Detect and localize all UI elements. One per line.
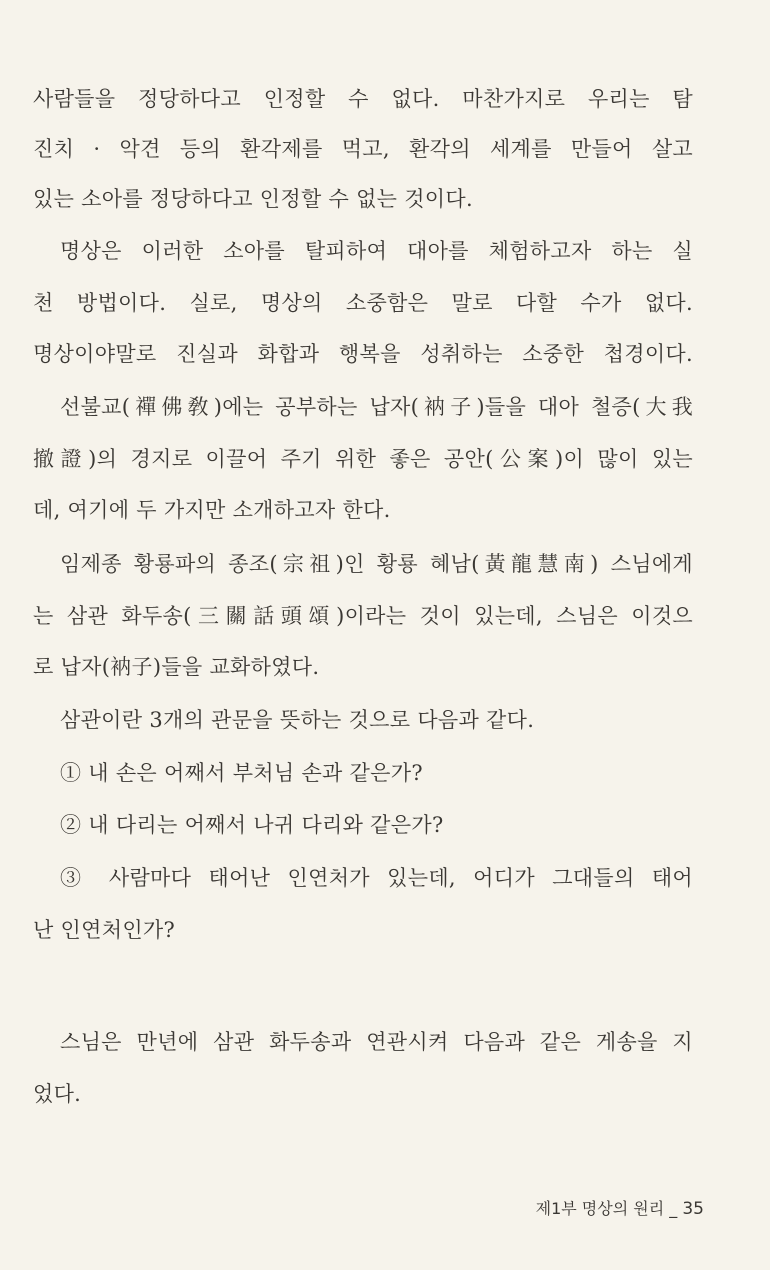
page-number: 35 xyxy=(682,1199,704,1219)
text-line: 명상이야말로 진실과 화합과 행복을 성취하는 소중한 첩경이다. xyxy=(33,342,693,366)
text-line: 撤證)의 경지로 이끌어 주기 위한 좋은 공안(公案)이 많이 있는 xyxy=(33,447,693,471)
text-line: 는 삼관 화두송(三關話頭頌)이라는 것이 있는데, 스님은 이것으 xyxy=(33,604,693,628)
page-footer xyxy=(536,1196,704,1219)
text-line: 사람들을 정당하다고 인정할 수 없다. 마찬가지로 우리는 탐 xyxy=(33,87,693,111)
text-line: 선불교(禪佛敎)에는 공부하는 납자(衲子)들을 대아 철증(大我 xyxy=(60,395,693,419)
list-item: ① 내 손은 어째서 부처님 손과 같은가? xyxy=(60,761,423,785)
text-line: 진치 · 악견 등의 환각제를 먹고, 환각의 세계를 만들어 살고 xyxy=(33,137,693,161)
text-line: 명상은 이러한 소아를 탈피하여 대아를 체험하고자 하는 실 xyxy=(60,239,693,263)
text-line: 있는 소아를 정당하다고 인정할 수 없는 것이다. xyxy=(33,187,473,211)
text-line: 삼관이란 3개의 관문을 뜻하는 것으로 다음과 같다. xyxy=(60,708,535,732)
text-line: 스님은 만년에 삼관 화두송과 연관시켜 다음과 같은 게송을 지 xyxy=(60,1030,693,1054)
text-line: 었다. xyxy=(33,1082,82,1106)
text-line: 데, 여기에 두 가지만 소개하고자 한다. xyxy=(33,498,391,522)
text-line: 천 방법이다. 실로, 명상의 소중함은 말로 다할 수가 없다. xyxy=(33,291,693,315)
list-item: ② 내 다리는 어째서 나귀 다리와 같은가? xyxy=(60,813,444,837)
text-line: 로 납자(衲子)들을 교화하였다. xyxy=(33,655,320,679)
running-head: 제1부 명상의 원리 _ xyxy=(535,1199,678,1218)
list-item: ③ 사람마다 태어난 인연처가 있는데, 어디가 그대들의 태어 xyxy=(60,866,693,890)
text-line: 난 인연처인가? xyxy=(33,918,176,942)
text-line: 임제종 황룡파의 종조(宗祖)인 황룡 혜남(黃龍慧南) 스님에게 xyxy=(60,552,693,576)
